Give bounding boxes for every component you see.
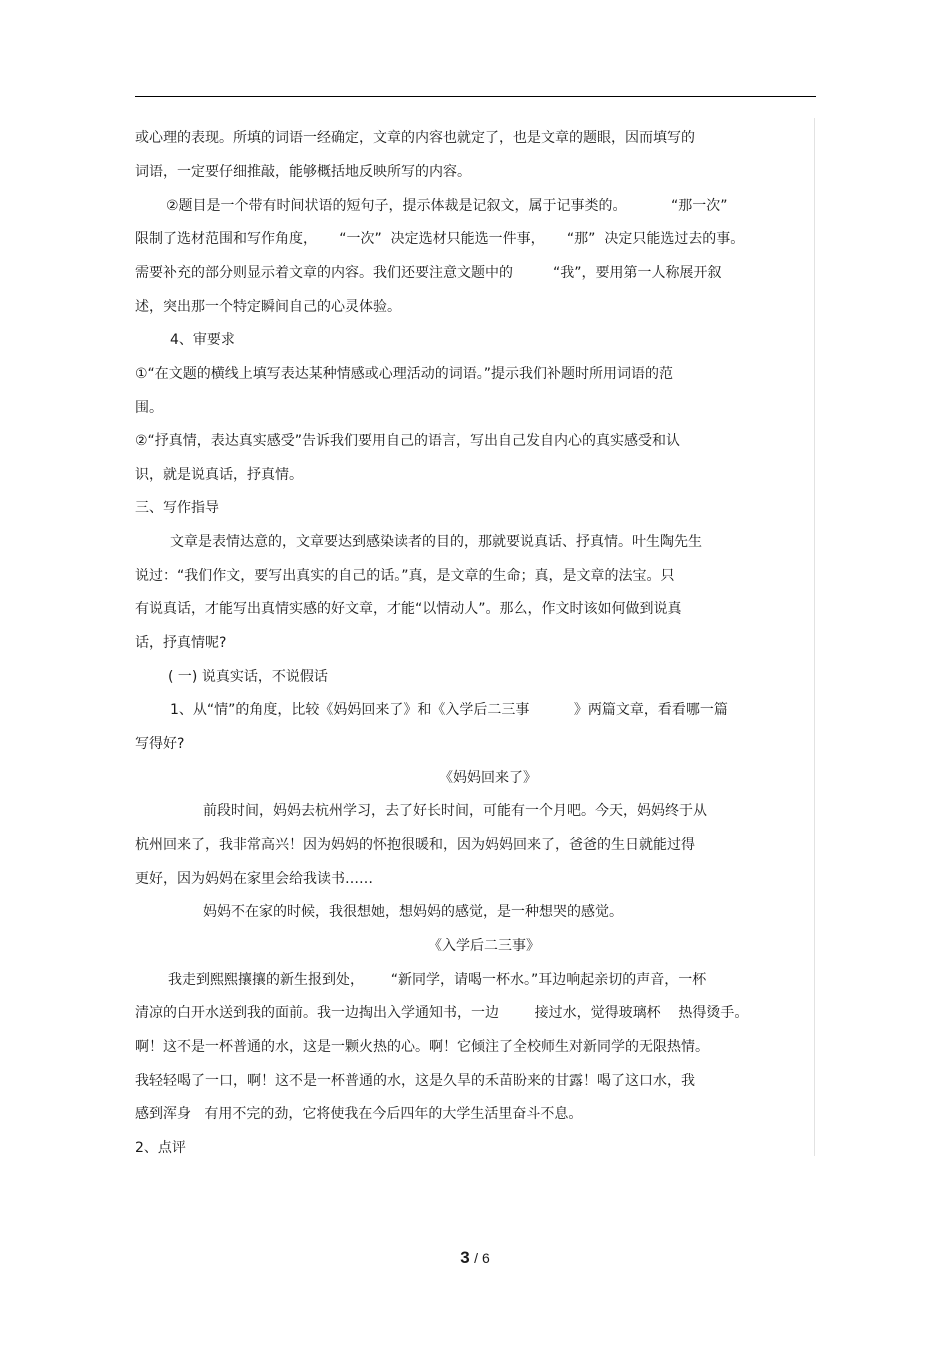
essay-line: 妈妈不在家的时候，我很想她，想妈妈的感觉，是一种想哭的感觉。 bbox=[203, 904, 623, 920]
subsection-heading: ( 一) 说真实话，不说假话 bbox=[168, 669, 328, 685]
body-line: 围。 bbox=[135, 400, 163, 416]
body-line: 话，抒真情呢? bbox=[135, 635, 227, 651]
essay-line: 我走到熙熙攘攘的新生报到处， “新同学，请喝一杯水。”耳边响起亲切的声音，一杯 bbox=[168, 972, 707, 988]
body-line: 识，就是说真话，抒真情。 bbox=[135, 467, 303, 483]
section-heading: 2、点评 bbox=[135, 1140, 186, 1156]
page-total: / 6 bbox=[474, 1250, 490, 1266]
essay-title: 《入学后二三事》 bbox=[428, 938, 540, 954]
body-line: 述，突出那一个特定瞬间自己的心灵体验。 bbox=[135, 299, 401, 315]
essay-line: 清凉的白开水送到我的面前。我一边掏出入学通知书，一边 接过水，觉得玻璃杯 热得烫手。 bbox=[135, 1005, 749, 1021]
essay-line: 我轻轻喝了一口，啊！这不是一杯普通的水，这是久旱的禾苗盼来的甘露！喝了这口水，我 bbox=[135, 1073, 695, 1089]
header-rule bbox=[135, 96, 816, 97]
page-number: 3 bbox=[460, 1248, 470, 1267]
body-line: 写得好? bbox=[135, 736, 185, 752]
body-line: 有说真话，才能写出真情实感的好文章，才能“以情动人”。那么，作文时该如何做到说真 bbox=[135, 601, 682, 617]
essay-line: 杭州回来了，我非常高兴！因为妈妈的怀抱很暖和，因为妈妈回来了，爸爸的生日就能过得 bbox=[135, 837, 695, 853]
page-footer bbox=[0, 1248, 950, 1268]
body-line: ②题目是一个带有时间状语的短句子，提示体裁是记叙文，属于记事类的。 “那一次” bbox=[166, 198, 728, 214]
essay-line: 啊！这不是一杯普通的水，这是一颗火热的心。啊！它倾注了全校师生对新同学的无限热情。 bbox=[135, 1039, 709, 1055]
body-line: 或心理的表现。所填的词语一经确定，文章的内容也就定了，也是文章的题眼，因而填写的 bbox=[135, 130, 695, 146]
body-line: 词语，一定要仔细推敲，能够概括地反映所写的内容。 bbox=[135, 164, 471, 180]
section-heading: 三、写作指导 bbox=[135, 500, 219, 516]
body-line: 限制了选材范围和写作角度， “一次” 决定选材只能选一件事， “那” 决定只能选过去的事。 bbox=[135, 231, 745, 247]
body-line: 文章是表情达意的，文章要达到感染读者的目的，那就要说真话、抒真情。叶生陶先生 bbox=[170, 534, 702, 550]
essay-title: 《妈妈回来了》 bbox=[439, 770, 537, 786]
body-line: 说过：“我们作文，要写出真实的自己的话。”真，是文章的生命；真，是文章的法宝。只 bbox=[135, 568, 675, 584]
body-line: ②“抒真情，表达真实感受”告诉我们要用自己的语言，写出自己发自内心的真实感受和认 bbox=[135, 433, 681, 449]
section-heading: 4、审要求 bbox=[170, 332, 235, 348]
body-line: 需要补充的部分则显示着文章的内容。我们还要注意文题中的 “我”，要用第一人称展开叙 bbox=[135, 265, 722, 281]
body-line: ①“在文题的横线上填写表达某种情感或心理活动的词语。”提示我们补题时所用词语的范 bbox=[135, 366, 674, 382]
essay-line: 更好，因为妈妈在家里会给我读书…… bbox=[135, 871, 373, 887]
essay-line: 前段时间，妈妈去杭州学习，去了好长时间，可能有一个月吧。今天，妈妈终于从 bbox=[203, 803, 707, 819]
essay-line: 感到浑身 有用不完的劲，它将使我在今后四年的大学生活里奋斗不息。 bbox=[135, 1106, 583, 1122]
body-line: 1、从“情”的角度，比较《妈妈回来了》和《入学后二三事 》两篇文章，看看哪一篇 bbox=[170, 702, 728, 718]
text-frame-edge bbox=[814, 118, 815, 1156]
